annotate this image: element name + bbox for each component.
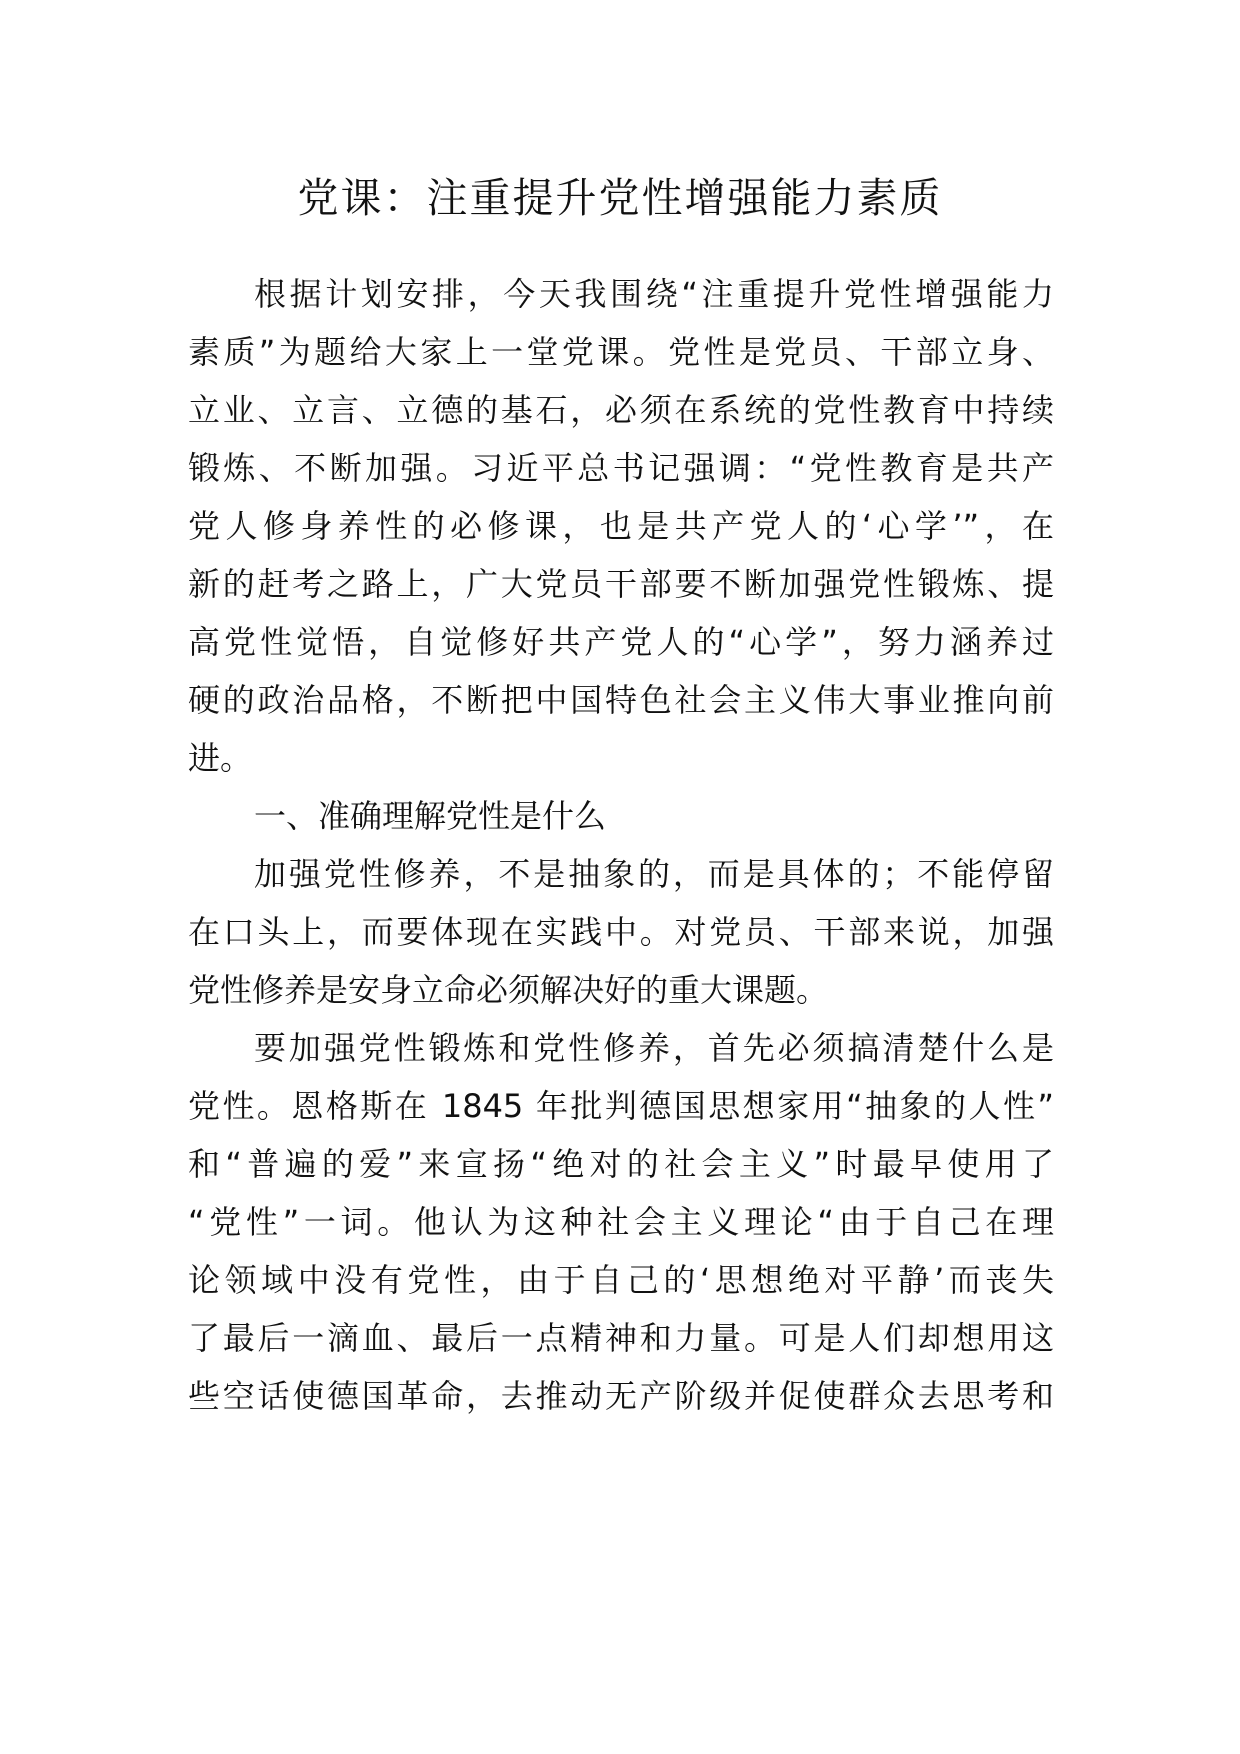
text-line: 立业、立言、立德的基石，必须在系统的党性教育中持续 xyxy=(188,391,1054,429)
text-line: 些空话使德国革命，去推动无产阶级并促使群众去思考和 xyxy=(188,1377,1054,1415)
text-line: 根据计划安排，今天我围绕“注重提升党性增强能力 xyxy=(254,275,1054,313)
text-line: “党性”一词。他认为这种社会主义理论“由于自己在理 xyxy=(188,1203,1054,1241)
text-line: 要加强党性锻炼和党性修养，首先必须搞清楚什么是 xyxy=(254,1029,1054,1067)
page-title: 党课：注重提升党性增强能力素质 xyxy=(297,174,943,222)
text-line: 进。 xyxy=(188,739,253,777)
text-line: 高党性觉悟，自觉修好共产党人的“心学”，努力涵养过 xyxy=(188,623,1054,661)
text-line: 党性修养是安身立命必须解决好的重大课题。 xyxy=(188,971,829,1009)
text-line: 锻炼、不断加强。习近平总书记强调：“党性教育是共产 xyxy=(188,449,1054,487)
text-line: 党人修身养性的必修课，也是共产党人的‘心学’”，在 xyxy=(188,507,1054,545)
text-line: 素质”为题给大家上一堂党课。党性是党员、干部立身、 xyxy=(188,333,1054,371)
section-heading: 一、准确理解党性是什么 xyxy=(254,797,607,835)
text-line: 了最后一滴血、最后一点精神和力量。可是人们却想用这 xyxy=(188,1319,1054,1357)
text-line: 论领域中没有党性，由于自己的‘思想绝对平静’而丧失 xyxy=(188,1261,1054,1299)
text-line: 新的赶考之路上，广大党员干部要不断加强党性锻炼、提 xyxy=(188,565,1054,603)
text-line: 在口头上，而要体现在实践中。对党员、干部来说，加强 xyxy=(188,913,1054,951)
text-line: 和“普遍的爱”来宣扬“绝对的社会主义”时最早使用了 xyxy=(188,1145,1054,1183)
text-line: 加强党性修养，不是抽象的，而是具体的；不能停留 xyxy=(254,855,1054,893)
text-line: 硬的政治品格，不断把中国特色社会主义伟大事业推向前 xyxy=(188,681,1054,719)
text-line: 党性。恩格斯在 1845 年批判德国思想家用“抽象的人性” xyxy=(188,1087,1054,1125)
